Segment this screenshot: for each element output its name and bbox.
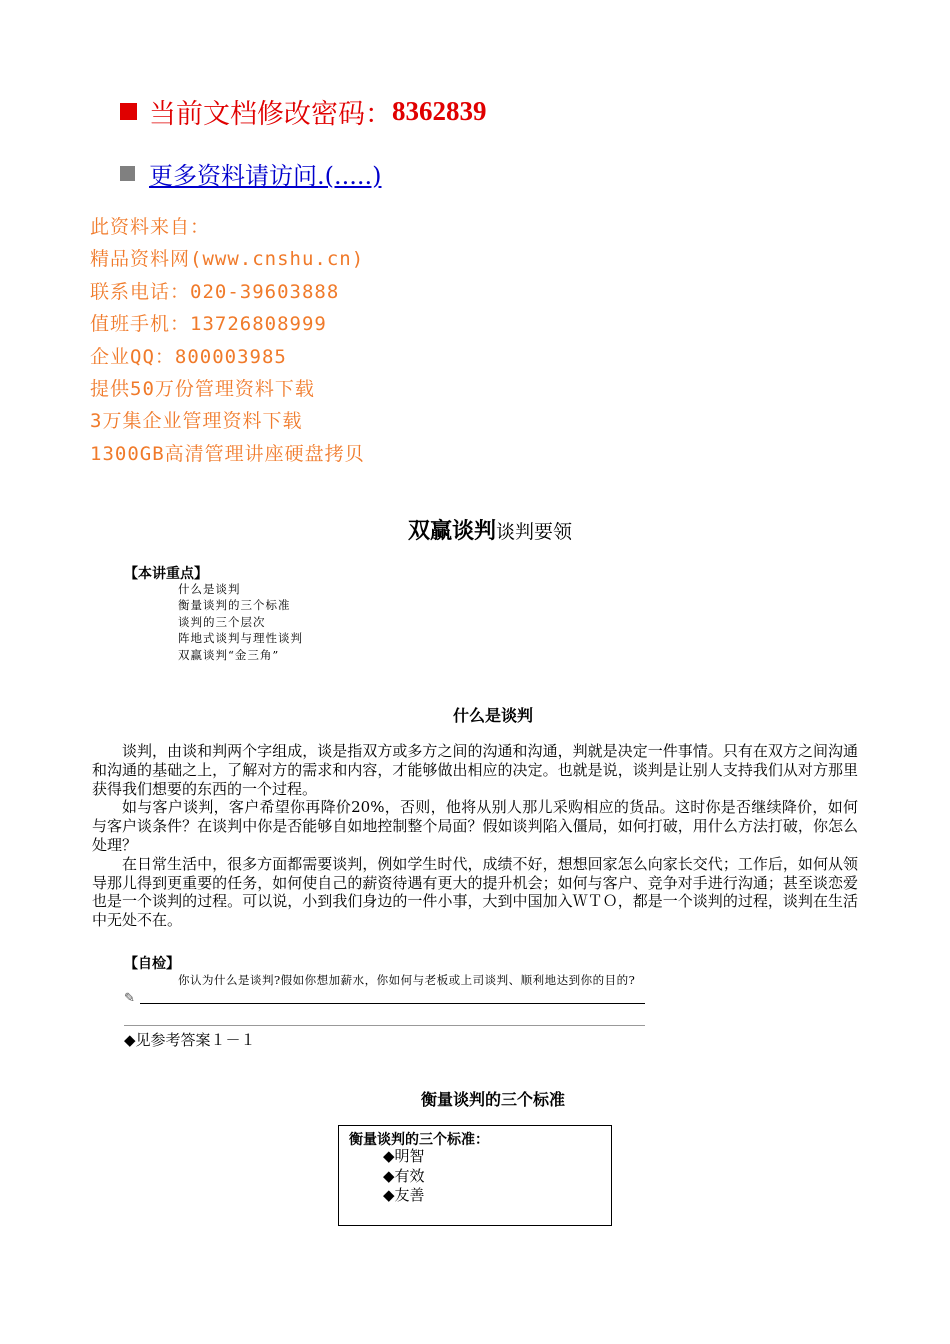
answer-line bbox=[140, 1003, 645, 1004]
source-line: 值班手机：13726808999 bbox=[90, 313, 327, 336]
answer-reference: ◆见参考答案１－１ bbox=[124, 1031, 256, 1049]
answer-line bbox=[124, 1025, 645, 1026]
source-line: 1300GB高清管理讲座硬盘拷贝 bbox=[90, 442, 365, 465]
body-paragraph: 谈判，由谈和判两个字组成，谈是指双方或多方之间的沟通和沟通，判就是决定一件事情。只有在双方之间沟通和沟通的基础之上，了解对方的需求和内容，才能够做出相应的决定。也就是说，谈判是让别人支持我们从对方那里获得我们想要的东西的一个过程。 bbox=[92, 742, 858, 798]
title-main: 双赢谈判 bbox=[407, 519, 496, 544]
source-line: 精品资料网(www.cnshu.cn) bbox=[90, 248, 365, 271]
standard-item: ◆友善 bbox=[383, 1186, 425, 1204]
more-info-link[interactable]: 更多资料请访问.(.....) bbox=[149, 162, 382, 190]
key-point-item: 阵地式谈判与理性谈判 bbox=[178, 631, 303, 646]
source-info bbox=[90, 211, 365, 470]
password-value: 8362839 bbox=[392, 96, 487, 126]
self-check-heading: 【自检】 bbox=[124, 956, 180, 972]
standards-box-title: 衡量谈判的三个标准： bbox=[349, 1132, 489, 1148]
body-paragraph: 在日常生活中，很多方面都需要谈判，例如学生时代，成绩不好，想想回家怎么向家长交代；工作后，如何从领导那儿得到更重要的任务，如何使自己的薪资待遇有更大的提升机会；如何与客户、竞争对手进行沟通；甚至谈恋爱也是一个谈判的过程。可以说，小到我们身边的一件小事，大到中国加入ＷＴＯ，都是一个谈判的过程，谈判在生活中无处不在。 bbox=[92, 854, 858, 930]
body-paragraph: 如与客户谈判，客户希望你再降价20%，否则，他将从别人那儿采购相应的货品。这时你是否继续降价，如何与客户谈条件？在谈判中你是否能够自如地控制整个局面？假如谈判陷入僵局，如何打破，用什么方法打破，你怎么处理？ bbox=[92, 798, 858, 854]
password-label: 当前文档修改密码： bbox=[149, 99, 392, 130]
page-title bbox=[0, 514, 950, 545]
key-point-item: 衡量谈判的三个标准 bbox=[178, 598, 291, 613]
standards-list bbox=[383, 1147, 425, 1206]
pencil-icon: ✎ bbox=[124, 991, 135, 1006]
source-line: 3万集企业管理资料下载 bbox=[90, 410, 303, 433]
standard-item: ◆明智 bbox=[383, 1147, 425, 1165]
standards-box bbox=[338, 1125, 612, 1226]
source-line: 企业QQ：800003985 bbox=[90, 345, 287, 368]
gray-square-bullet-icon bbox=[120, 166, 135, 181]
section-heading-three-standards: 衡量谈判的三个标准 bbox=[420, 1090, 565, 1109]
source-line: 联系电话：020-39603888 bbox=[90, 280, 340, 303]
key-point-item: 什么是谈判 bbox=[178, 582, 241, 596]
password-notice bbox=[120, 92, 487, 131]
source-line: 此资料来自： bbox=[90, 216, 211, 238]
key-point-item: 谈判的三个层次 bbox=[178, 614, 266, 629]
more-info-line bbox=[120, 156, 382, 191]
key-points-list bbox=[178, 581, 303, 663]
section-heading-what-is-negotiation: 什么是谈判 bbox=[452, 706, 533, 725]
section1-body bbox=[92, 742, 858, 930]
source-line: 提供50万份管理资料下载 bbox=[90, 378, 315, 401]
title-sub: 谈判要领 bbox=[496, 521, 573, 543]
key-points-heading: 【本讲重点】 bbox=[124, 566, 208, 582]
standard-item: ◆有效 bbox=[383, 1166, 425, 1185]
self-check-question: 你认为什么是谈判?假如你想加薪水，你如何与老板或上司谈判、顺利地达到你的目的? bbox=[178, 973, 636, 987]
red-square-bullet-icon bbox=[120, 103, 137, 120]
key-point-item: 双赢谈判“金三角” bbox=[178, 647, 280, 662]
